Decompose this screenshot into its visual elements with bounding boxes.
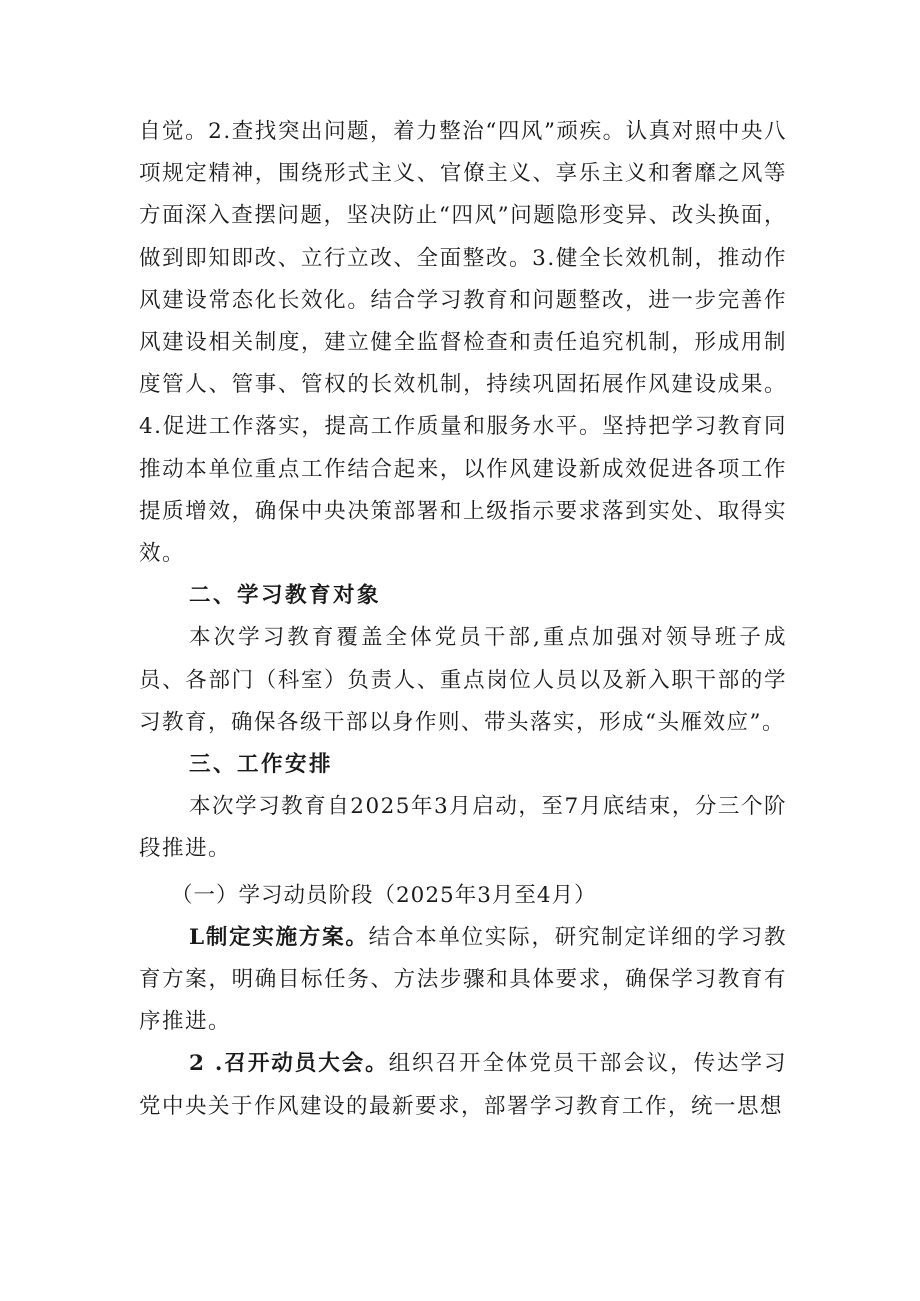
- list-item-body: 组织召开全体党员干部会议，传达学习党中央关于作风建设的最新要求，部署学习教育工作，统一思想: [139, 1051, 787, 1119]
- section-heading-study-targets: 二、学习教育对象: [189, 583, 382, 609]
- list-item-implementation-plan: [139, 917, 787, 1044]
- list-item-body: 结合本单位实际，研究制定详细的学习教育方案，明确目标任务、方法步骤和具体要求，确保学习教育有序推进。: [139, 924, 787, 1035]
- list-item-lead: L制定实施方案。: [189, 924, 369, 950]
- subsection-heading-mobilization-stage: （一）学习动员阶段（2025年3月至4月）: [171, 882, 597, 908]
- paragraph-work-goals-continued: 自觉。2.查找突出问题，着力整治“四风”顽疾。认真对照中央八项规定精神，围绕形式主义、官僚主义、享乐主义和奢靡之风等方面深入查摆问题，坚决防止“四风”问题隐形变异、改头换面，做到即知即改、立行立改、全面整改。3.健全长效机制，推动作风建设常态化长效化。结合学习教育和问题整改，进一步完善作风建设相关制度，建立健全监督检查和责任追究机制，形成用制度管人、管事、管权的长效机制，持续巩固拓展作风建设成果。4.促进工作落实，提高工作质量和服务水平。坚持把学习教育同推动本单位重点工作结合起来，以作风建设新成效促进各项工作提质增效，确保中央决策部署和上级指示要求落到实处、取得实效。: [139, 119, 787, 567]
- paragraph-work-arrangement: 本次学习教育自2025年3月启动，至7月底结束，分三个阶段推进。: [139, 794, 787, 862]
- section-heading-work-arrangement: 三、工作安排: [189, 752, 334, 778]
- list-item-lead: 2 .召开动员大会。: [189, 1051, 389, 1077]
- document-body: [139, 111, 787, 1128]
- list-item-mobilization-meeting: [139, 1043, 787, 1127]
- paragraph-study-targets: 本次学习教育覆盖全体党员干部,重点加强对领导班子成员、各部门（科室）负责人、重点岗位人员以及新入职干部的学习教育，确保各级干部以身作则、带头落实，形成“头雁效应”。: [139, 625, 787, 735]
